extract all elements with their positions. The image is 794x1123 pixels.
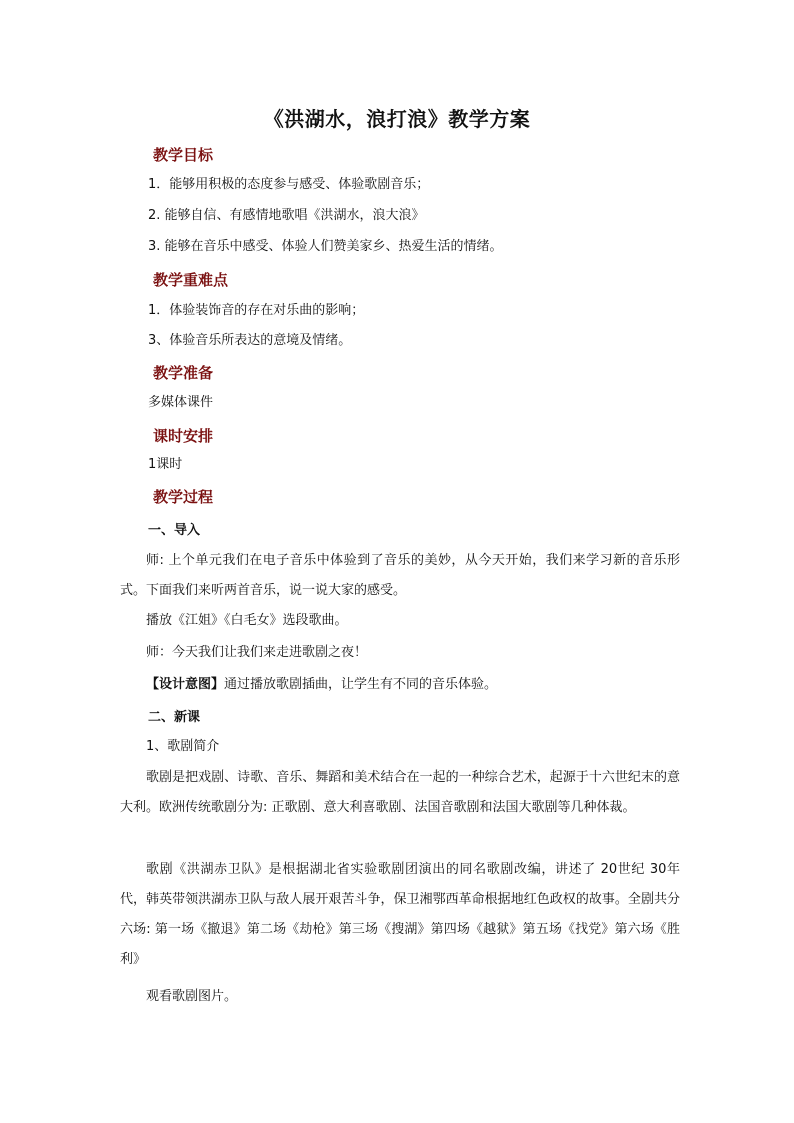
intro-paragraph-1: 师: 上个单元我们在电子音乐中体验到了音乐的美妙，从今天开始，我们来学习新的音乐形式。下面我们来听两首音乐，说一说大家的感受。 bbox=[120, 553, 680, 598]
goal-item-1: 1．能够用积极的态度参与感受、体验歌剧音乐； bbox=[148, 177, 430, 192]
prep-text: 多媒体课件 bbox=[148, 395, 214, 410]
schedule-text: 1课时 bbox=[148, 457, 183, 472]
keypoint-item-1: 1．体验装饰音的存在对乐曲的影响； bbox=[148, 303, 365, 318]
heading-process: 教学过程 bbox=[153, 488, 214, 506]
intro-paragraph-2: 播放《江姐》《白毛女》选段歌曲。 bbox=[146, 613, 348, 628]
page-title: 《洪湖水，浪打浪》教学方案 bbox=[263, 107, 531, 131]
design-intent bbox=[120, 670, 680, 700]
subheading-new: 二、新课 bbox=[148, 710, 201, 725]
goal-item-2: 2. 能够自信、有感情地歌唱《洪湖水，浪大浪》 bbox=[148, 208, 425, 223]
opera-story-paragraph: 歌剧《洪湖赤卫队》是根据湖北省实验歌剧团演出的同名歌剧改编，讲述了 20世纪 30年代，韩英带领洪湖赤卫队与敌人展开艰苦斗争，保卫湘鄂西革命根据地红色政权的故事。全剧共分六场: 第一场《撤退》第二场《劫枪》第三场《搜湖》第四场《越狱》第五场《找党》第六场《胜利》 bbox=[120, 862, 680, 967]
subheading-intro: 一、导入 bbox=[148, 523, 201, 538]
intro-paragraph-3: 师：今天我们让我们来走进歌剧之夜！ bbox=[146, 645, 368, 660]
design-intent-label: 【设计意图】 bbox=[146, 677, 225, 692]
new-sub-1: 1、歌剧简介 bbox=[146, 739, 220, 754]
heading-keypoints: 教学重难点 bbox=[153, 271, 229, 289]
heading-goals: 教学目标 bbox=[153, 146, 214, 164]
opera-intro-paragraph: 歌剧是把戏剧、诗歌、音乐、舞蹈和美术结合在一起的一种综合艺术，起源于十六世纪末的意大利。欧洲传统歌剧分为: 正歌剧、意大利喜歌剧、法国音歌剧和法国大歌剧等几种体裁。 bbox=[120, 770, 680, 815]
opera-photos-paragraph: 观看歌剧图片。 bbox=[146, 989, 238, 1004]
goal-item-3: 3. 能够在音乐中感受、体验人们赞美家乡、热爱生活的情绪。 bbox=[148, 239, 503, 254]
heading-prep: 教学准备 bbox=[153, 364, 214, 382]
design-intent-text: 通过播放歌剧插曲，让学生有不同的音乐体验。 bbox=[224, 677, 498, 692]
heading-schedule: 课时安排 bbox=[153, 427, 214, 445]
keypoint-item-2: 3、体验音乐所表达的意境及情绪。 bbox=[148, 333, 352, 348]
